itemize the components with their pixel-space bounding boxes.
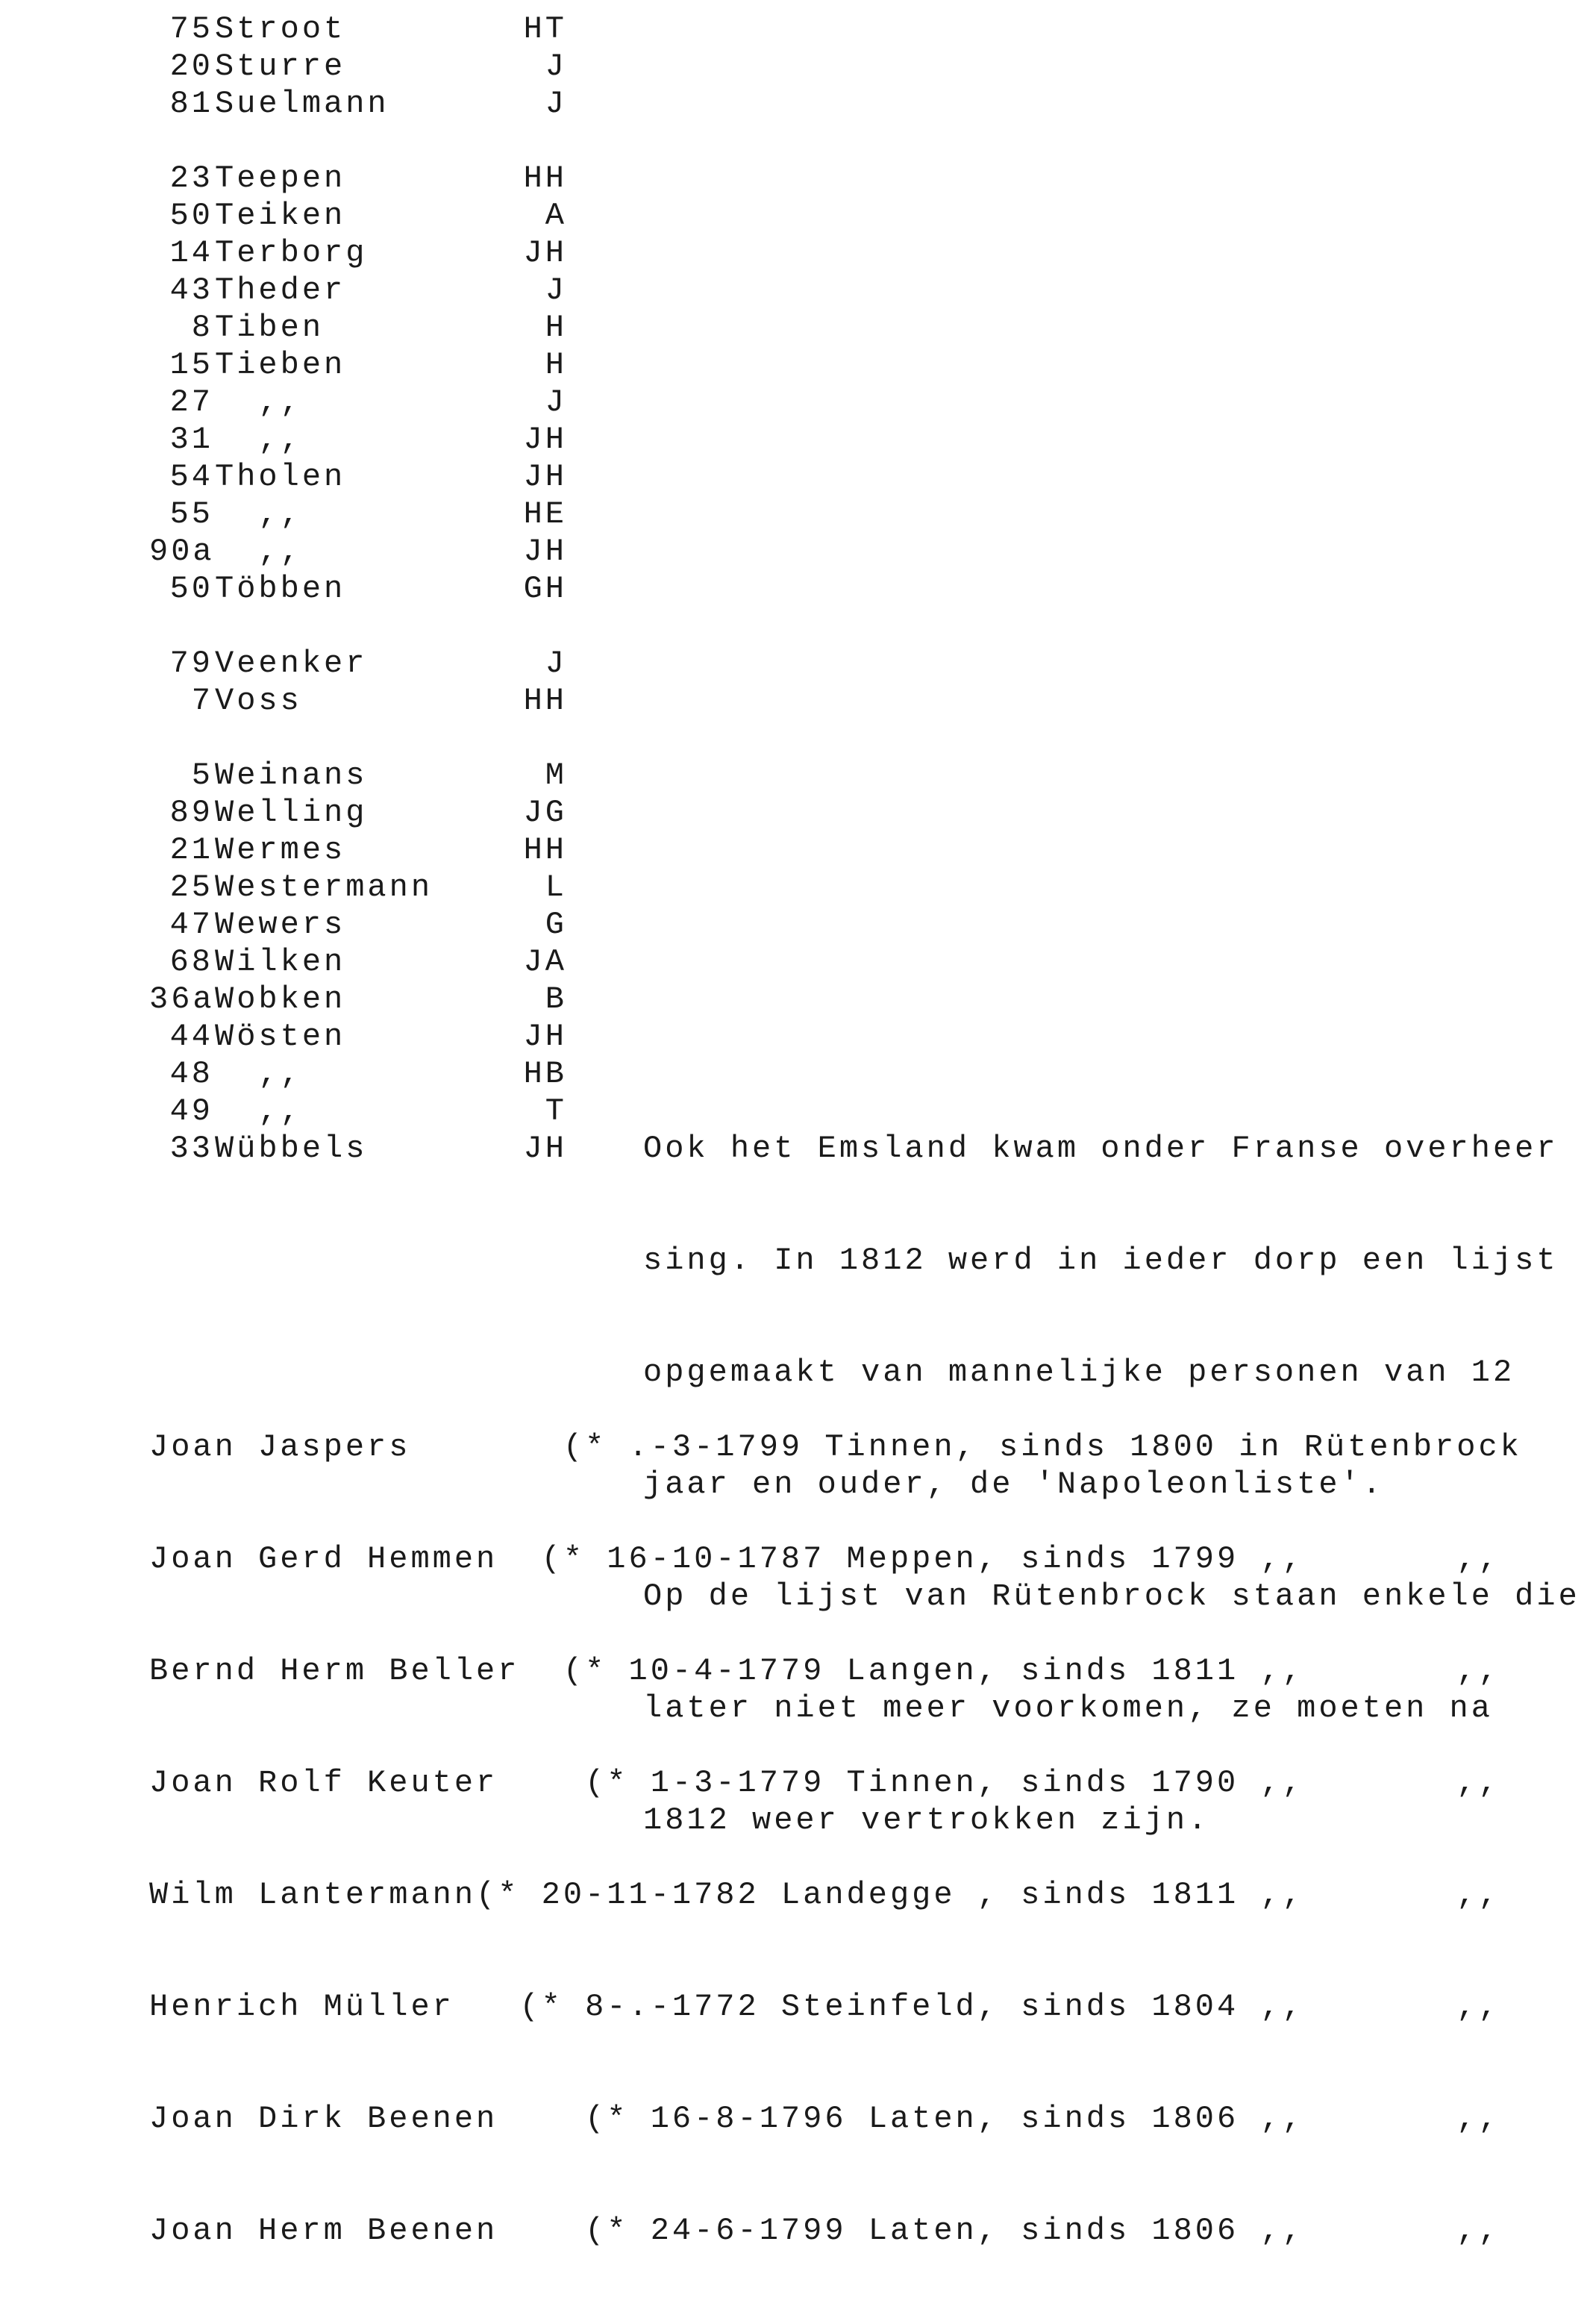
- register-gap: [149, 122, 567, 160]
- family-name: ,,: [215, 1056, 302, 1092]
- house-number: 48: [169, 1056, 213, 1092]
- family-name: Voss: [215, 683, 302, 719]
- departed-person-row: Henrich Müller (* 8-.-1772 Steinfeld, sinds 1804 ,, ,,: [149, 1989, 1500, 2025]
- house-number: 14: [169, 235, 213, 271]
- family-name: ,,: [215, 496, 302, 532]
- register-row: [149, 48, 567, 85]
- family-name: Többen: [215, 571, 346, 607]
- house-number: 7: [191, 683, 213, 719]
- register-row: [149, 794, 567, 831]
- register-row: [149, 197, 567, 234]
- initials: L: [545, 869, 567, 905]
- note-line: Op de lijst van Rütenbrock staan enkele die: [643, 1578, 1580, 1614]
- family-name: Theder: [215, 272, 346, 308]
- family-name: Tieben: [215, 347, 346, 383]
- house-number: 21: [169, 832, 213, 868]
- family-name: Teepen: [215, 160, 346, 196]
- house-number: 15: [169, 347, 213, 383]
- family-name: Wösten: [215, 1019, 346, 1055]
- register-row: [149, 234, 567, 272]
- register-row: [149, 85, 567, 122]
- register-list: [149, 10, 567, 1167]
- note-line: 1812 weer vertrokken zijn.: [643, 1802, 1210, 1838]
- register-row: [149, 943, 567, 981]
- register-row: [149, 346, 567, 384]
- initials: J: [545, 49, 567, 84]
- initials: B: [545, 981, 567, 1017]
- initials: HE: [523, 496, 567, 532]
- family-name: Suelmann: [215, 86, 389, 122]
- initials: M: [545, 758, 567, 793]
- departed-person-row: Joan Jaspers (* .-3-1799 Tinnen, sinds 1800 in Rütenbrock: [149, 1429, 1522, 1465]
- family-name: Tholen: [215, 459, 346, 495]
- house-number: 50: [169, 198, 213, 234]
- house-number: 43: [169, 272, 213, 308]
- initials: HH: [523, 832, 567, 868]
- register-row: [149, 831, 567, 869]
- initials: JH: [523, 534, 567, 569]
- house-number: 47: [169, 907, 213, 943]
- initials: HT: [523, 11, 567, 47]
- register-row: [149, 1093, 567, 1130]
- departed-person-row: Joan Gerd Hemmen (* 16-10-1787 Meppen, sinds 1799 ,, ,,: [149, 1541, 1500, 1577]
- family-name: Sturre: [215, 49, 346, 84]
- house-number: 8: [191, 310, 213, 346]
- house-number: 55: [169, 496, 213, 532]
- register-row: [149, 906, 567, 943]
- house-number: 25: [169, 869, 213, 905]
- note-line: Ook het Emsland kwam onder Franse overheer: [643, 1131, 1559, 1166]
- family-name: Wobken: [215, 981, 346, 1017]
- register-row: [149, 458, 567, 496]
- departed-person-row: Bernd Herm Beller (* 10-4-1779 Langen, sinds 1811 ,, ,,: [149, 1653, 1500, 1689]
- house-number: 36a: [149, 981, 215, 1017]
- register-row: [149, 1055, 567, 1093]
- family-name: ,,: [215, 422, 302, 457]
- initials: H: [545, 347, 567, 383]
- register-row: [149, 272, 567, 309]
- initials: JG: [523, 795, 567, 831]
- departed-person-row: Joan Rolf Keuter (* 1-3-1779 Tinnen, sinds 1790 ,, ,,: [149, 1765, 1500, 1801]
- house-number: 44: [169, 1019, 213, 1055]
- register-row: [149, 869, 567, 906]
- house-number: 31: [169, 422, 213, 457]
- house-number: 54: [169, 459, 213, 495]
- family-name: Wilken: [215, 944, 346, 980]
- initials: HB: [523, 1056, 567, 1092]
- initials: JH: [523, 1019, 567, 1055]
- register-row: [149, 421, 567, 458]
- family-name: ,,: [215, 534, 302, 569]
- register-row: [149, 682, 567, 719]
- initials: HH: [523, 683, 567, 719]
- family-name: ,,: [215, 384, 302, 420]
- register-row: [149, 160, 567, 197]
- family-name: Welling: [215, 795, 368, 831]
- note-line: opgemaakt van mannelijke personen van 12: [643, 1355, 1515, 1390]
- house-number: 33: [169, 1131, 213, 1166]
- initials: GH: [523, 571, 567, 607]
- house-number: 75: [169, 11, 213, 47]
- family-name: Stroot: [215, 11, 346, 47]
- register-row: [149, 533, 567, 570]
- register-row: [149, 757, 567, 794]
- initials: JA: [523, 944, 567, 980]
- note-line: later niet meer voorkomen, ze moeten na: [643, 1690, 1493, 1726]
- initials: HH: [523, 160, 567, 196]
- house-number: 90a: [149, 534, 215, 569]
- family-name: Teiken: [215, 198, 346, 234]
- house-number: 89: [169, 795, 213, 831]
- register-row: [149, 384, 567, 421]
- family-name: Terborg: [215, 235, 368, 271]
- house-number: 5: [191, 758, 213, 793]
- register-row: [149, 645, 567, 682]
- initials: J: [545, 272, 567, 308]
- house-number: 49: [169, 1093, 213, 1129]
- house-number: 23: [169, 160, 213, 196]
- family-name: Tiben: [215, 310, 325, 346]
- family-name: ,,: [215, 1093, 302, 1129]
- register-row: [149, 1130, 567, 1167]
- note-line: jaar en ouder, de 'Napoleonliste'.: [643, 1466, 1384, 1502]
- family-name: Weinans: [215, 758, 368, 793]
- initials: J: [545, 646, 567, 681]
- register-row: [149, 570, 567, 607]
- initials: JH: [523, 1131, 567, 1166]
- family-name: Wermes: [215, 832, 346, 868]
- initials: T: [545, 1093, 567, 1129]
- initials: H: [545, 310, 567, 346]
- initials: A: [545, 198, 567, 234]
- family-name: Veenker: [215, 646, 368, 681]
- register-gap: [149, 719, 567, 757]
- register-row: [149, 1018, 567, 1055]
- register-row: [149, 981, 567, 1018]
- house-number: 27: [169, 384, 213, 420]
- register-row: [149, 496, 567, 533]
- initials: JH: [523, 459, 567, 495]
- note-line: sing. In 1812 werd in ieder dorp een lijst: [643, 1243, 1559, 1278]
- house-number: 81: [169, 86, 213, 122]
- house-number: 50: [169, 571, 213, 607]
- family-name: Wewers: [215, 907, 346, 943]
- departed-persons-list: [149, 1354, 1587, 2324]
- family-name: Wübbels: [215, 1131, 368, 1166]
- house-number: 20: [169, 49, 213, 84]
- register-row: [149, 309, 567, 346]
- house-number: 79: [169, 646, 213, 681]
- register-row: [149, 10, 567, 48]
- house-number: 68: [169, 944, 213, 980]
- departed-person-row: Wilm Lantermann(* 20-11-1782 Landegge , sinds 1811 ,, ,,: [149, 1877, 1500, 1913]
- departed-person-row: Joan Dirk Beenen (* 16-8-1796 Laten, sinds 1806 ,, ,,: [149, 2101, 1500, 2137]
- initials: JH: [523, 422, 567, 457]
- initials: G: [545, 907, 567, 943]
- initials: J: [545, 86, 567, 122]
- family-name: Westermann: [215, 869, 433, 905]
- initials: JH: [523, 235, 567, 271]
- initials: J: [545, 384, 567, 420]
- departed-person-row: Joan Herm Beenen (* 24-6-1799 Laten, sinds 1806 ,, ,,: [149, 2213, 1500, 2249]
- register-gap: [149, 607, 567, 645]
